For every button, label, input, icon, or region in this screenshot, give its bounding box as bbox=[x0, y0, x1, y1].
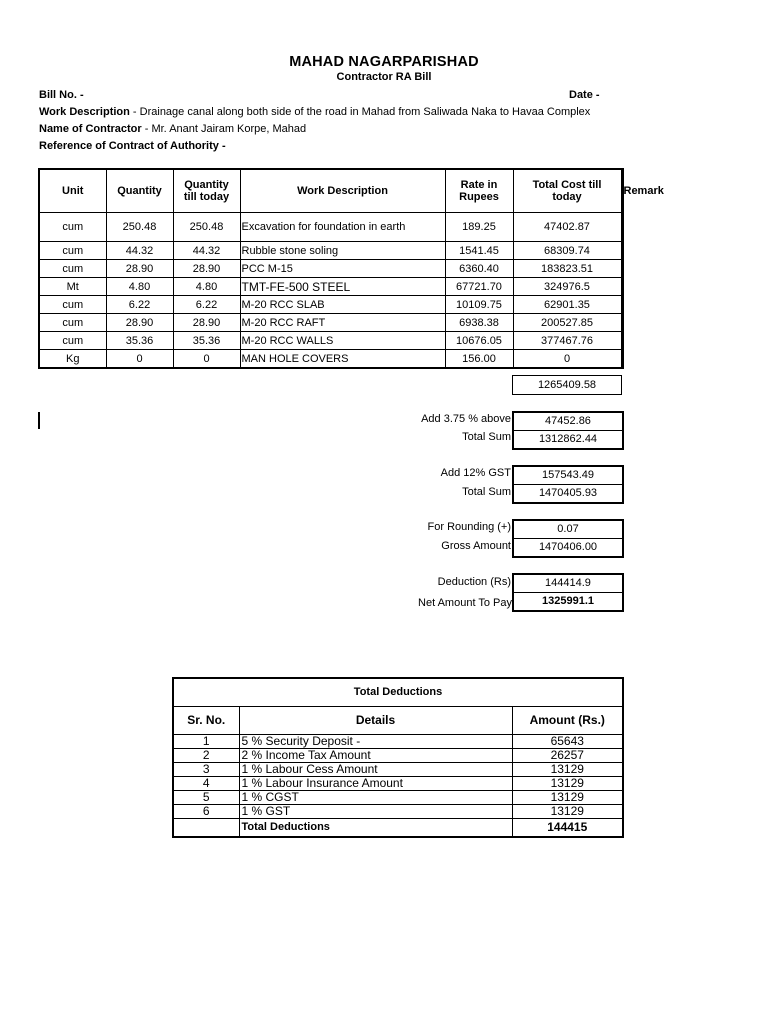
col-details: Details bbox=[239, 707, 512, 735]
cell-description: TMT-FE-500 STEEL bbox=[240, 278, 445, 296]
deductions-table bbox=[172, 677, 624, 838]
col-sr-no: Sr. No. bbox=[173, 707, 239, 735]
cell-description: MAN HOLE COVERS bbox=[240, 350, 445, 369]
col-quantity: Quantity bbox=[106, 169, 173, 213]
total-sr-empty bbox=[173, 819, 239, 838]
cell-sr-no: 3 bbox=[173, 763, 239, 777]
table-row bbox=[39, 332, 623, 350]
cell-remark bbox=[621, 260, 623, 278]
deduction-row bbox=[173, 763, 623, 777]
work-items-table bbox=[38, 168, 664, 369]
cell-total: 377467.76 bbox=[513, 332, 621, 350]
work-description-line: Work Description - Drainage canal along both side of the road in Mahad from Saliwada Naka to Havaa Complex bbox=[39, 106, 591, 118]
page-title: MAHAD NAGARPARISHAD bbox=[289, 54, 479, 70]
bill-no-label: Bill No. - bbox=[39, 89, 84, 101]
total-sum-1-label: Total Sum bbox=[462, 431, 511, 443]
deductions-header-row bbox=[173, 707, 623, 735]
net-amount-label: Net Amount To Pay bbox=[418, 597, 512, 609]
cell-qty-today: 6.22 bbox=[173, 296, 240, 314]
cell-description: M-20 RCC RAFT bbox=[240, 314, 445, 332]
cell-sr-no: 4 bbox=[173, 777, 239, 791]
contractor-line: Name of Contractor - Mr. Anant Jairam Korpe, Mahad bbox=[39, 123, 307, 135]
deduction-label: Deduction (Rs) bbox=[437, 576, 511, 588]
rounding-box bbox=[512, 519, 624, 558]
cell-details: 1 % Labour Cess Amount bbox=[239, 763, 512, 777]
cell-qty-today: 4.80 bbox=[173, 278, 240, 296]
cell-total: 0 bbox=[513, 350, 621, 369]
cell-sr-no: 1 bbox=[173, 735, 239, 749]
net-amount-value: 1325991.1 bbox=[514, 592, 622, 610]
cell-quantity: 44.32 bbox=[106, 242, 173, 260]
deduction-box bbox=[512, 573, 624, 612]
cell-details: 1 % GST bbox=[239, 805, 512, 819]
cell-total: 68309.74 bbox=[513, 242, 621, 260]
cell-unit: cum bbox=[39, 242, 106, 260]
col-qty-today: Quantity till today bbox=[173, 169, 240, 213]
table-header-row bbox=[39, 169, 623, 213]
cell-sr-no: 5 bbox=[173, 791, 239, 805]
cell-rate: 67721.70 bbox=[445, 278, 513, 296]
date-label: Date - bbox=[569, 89, 600, 101]
add-above-box bbox=[512, 411, 624, 450]
deductions-total-label: Total Deductions bbox=[239, 819, 512, 838]
cell-remark bbox=[621, 350, 623, 369]
cell-qty-today: 44.32 bbox=[173, 242, 240, 260]
table-row bbox=[39, 296, 623, 314]
cell-remark bbox=[621, 296, 623, 314]
cell-quantity: 4.80 bbox=[106, 278, 173, 296]
cell-rate: 156.00 bbox=[445, 350, 513, 369]
deductions-total-value: 144415 bbox=[512, 819, 623, 838]
table-row bbox=[39, 278, 623, 296]
cell-total: 47402.87 bbox=[513, 213, 621, 242]
cell-remark bbox=[621, 314, 623, 332]
gross-amount-value: 1470406.00 bbox=[514, 538, 622, 556]
table-row bbox=[39, 260, 623, 278]
gross-amount-label: Gross Amount bbox=[441, 540, 511, 552]
cell-quantity: 35.36 bbox=[106, 332, 173, 350]
deductions-caption-row bbox=[173, 678, 623, 707]
cell-qty-today: 0 bbox=[173, 350, 240, 369]
cell-quantity: 28.90 bbox=[106, 314, 173, 332]
cell-details: 1 % Labour Insurance Amount bbox=[239, 777, 512, 791]
cell-amount: 13129 bbox=[512, 777, 623, 791]
cell-remark bbox=[621, 242, 623, 260]
cell-qty-today: 28.90 bbox=[173, 260, 240, 278]
cell-total: 62901.35 bbox=[513, 296, 621, 314]
col-rate: Rate in Rupees bbox=[445, 169, 513, 213]
cell-unit: cum bbox=[39, 260, 106, 278]
rounding-label: For Rounding (+) bbox=[427, 521, 511, 533]
cell-rate: 6938.38 bbox=[445, 314, 513, 332]
cell-amount: 26257 bbox=[512, 749, 623, 763]
cell-details: 2 % Income Tax Amount bbox=[239, 749, 512, 763]
col-amount: Amount (Rs.) bbox=[512, 707, 623, 735]
cell-quantity: 6.22 bbox=[106, 296, 173, 314]
page-subtitle: Contractor RA Bill bbox=[336, 71, 432, 83]
cell-description: M-20 RCC SLAB bbox=[240, 296, 445, 314]
deduction-row bbox=[173, 777, 623, 791]
cell-details: 1 % CGST bbox=[239, 791, 512, 805]
col-total-cost: Total Cost till today bbox=[513, 169, 621, 213]
cell-remark bbox=[621, 213, 623, 242]
cell-remark bbox=[621, 332, 623, 350]
deductions-caption: Total Deductions bbox=[173, 678, 623, 707]
cell-total: 183823.51 bbox=[513, 260, 621, 278]
cell-description: M-20 RCC WALLS bbox=[240, 332, 445, 350]
deduction-row bbox=[173, 791, 623, 805]
cell-unit: cum bbox=[39, 296, 106, 314]
cell-unit: cum bbox=[39, 314, 106, 332]
deductions-total-row bbox=[173, 819, 623, 838]
cell-rate: 189.25 bbox=[445, 213, 513, 242]
cell-details: 5 % Security Deposit - bbox=[239, 735, 512, 749]
add-above-value: 47452.86 bbox=[545, 415, 591, 427]
add-above-label: Add 3.75 % above bbox=[421, 413, 511, 425]
rounding-value: 0.07 bbox=[557, 523, 579, 535]
cell-qty-today: 28.90 bbox=[173, 314, 240, 332]
reference-line: Reference of Contract of Authority - bbox=[39, 140, 226, 152]
cell-qty-today: 35.36 bbox=[173, 332, 240, 350]
deduction-row bbox=[173, 735, 623, 749]
cell-qty-today: 250.48 bbox=[173, 213, 240, 242]
total-sum-1-value: 1312862.44 bbox=[514, 430, 622, 448]
cell-quantity: 28.90 bbox=[106, 260, 173, 278]
cell-unit: Kg bbox=[39, 350, 106, 369]
cell-rate: 10676.05 bbox=[445, 332, 513, 350]
gst-label: Add 12% GST bbox=[440, 467, 511, 479]
cell-quantity: 0 bbox=[106, 350, 173, 369]
cell-unit: cum bbox=[39, 213, 106, 242]
cell-quantity: 250.48 bbox=[106, 213, 173, 242]
cell-sr-no: 2 bbox=[173, 749, 239, 763]
cell-description: Excavation for foundation in earth bbox=[240, 213, 445, 242]
col-work-description: Work Description bbox=[240, 169, 445, 213]
cell-unit: Mt bbox=[39, 278, 106, 296]
total-sum-2-value: 1470405.93 bbox=[514, 484, 622, 502]
cell-total: 200527.85 bbox=[513, 314, 621, 332]
cell-amount: 13129 bbox=[512, 805, 623, 819]
cell-description: PCC M-15 bbox=[240, 260, 445, 278]
cell-rate: 10109.75 bbox=[445, 296, 513, 314]
col-remark: Remark bbox=[621, 169, 623, 213]
cell-amount: 13129 bbox=[512, 791, 623, 805]
table-row bbox=[39, 213, 623, 242]
text-cursor bbox=[38, 412, 40, 429]
gst-value: 157543.49 bbox=[542, 469, 594, 481]
cell-sr-no: 6 bbox=[173, 805, 239, 819]
table-row bbox=[39, 350, 623, 369]
table-row bbox=[39, 314, 623, 332]
deduction-row bbox=[173, 749, 623, 763]
col-unit: Unit bbox=[39, 169, 106, 213]
cell-total: 324976.5 bbox=[513, 278, 621, 296]
deduction-value: 144414.9 bbox=[545, 577, 591, 589]
cell-amount: 13129 bbox=[512, 763, 623, 777]
cell-unit: cum bbox=[39, 332, 106, 350]
cell-rate: 6360.40 bbox=[445, 260, 513, 278]
cell-rate: 1541.45 bbox=[445, 242, 513, 260]
gst-box bbox=[512, 465, 624, 504]
deduction-row bbox=[173, 805, 623, 819]
table-row bbox=[39, 242, 623, 260]
cell-description: Rubble stone soling bbox=[240, 242, 445, 260]
subtotal-cell: 1265409.58 bbox=[512, 375, 622, 395]
cell-amount: 65643 bbox=[512, 735, 623, 749]
cell-remark bbox=[621, 278, 623, 296]
total-sum-2-label: Total Sum bbox=[462, 486, 511, 498]
